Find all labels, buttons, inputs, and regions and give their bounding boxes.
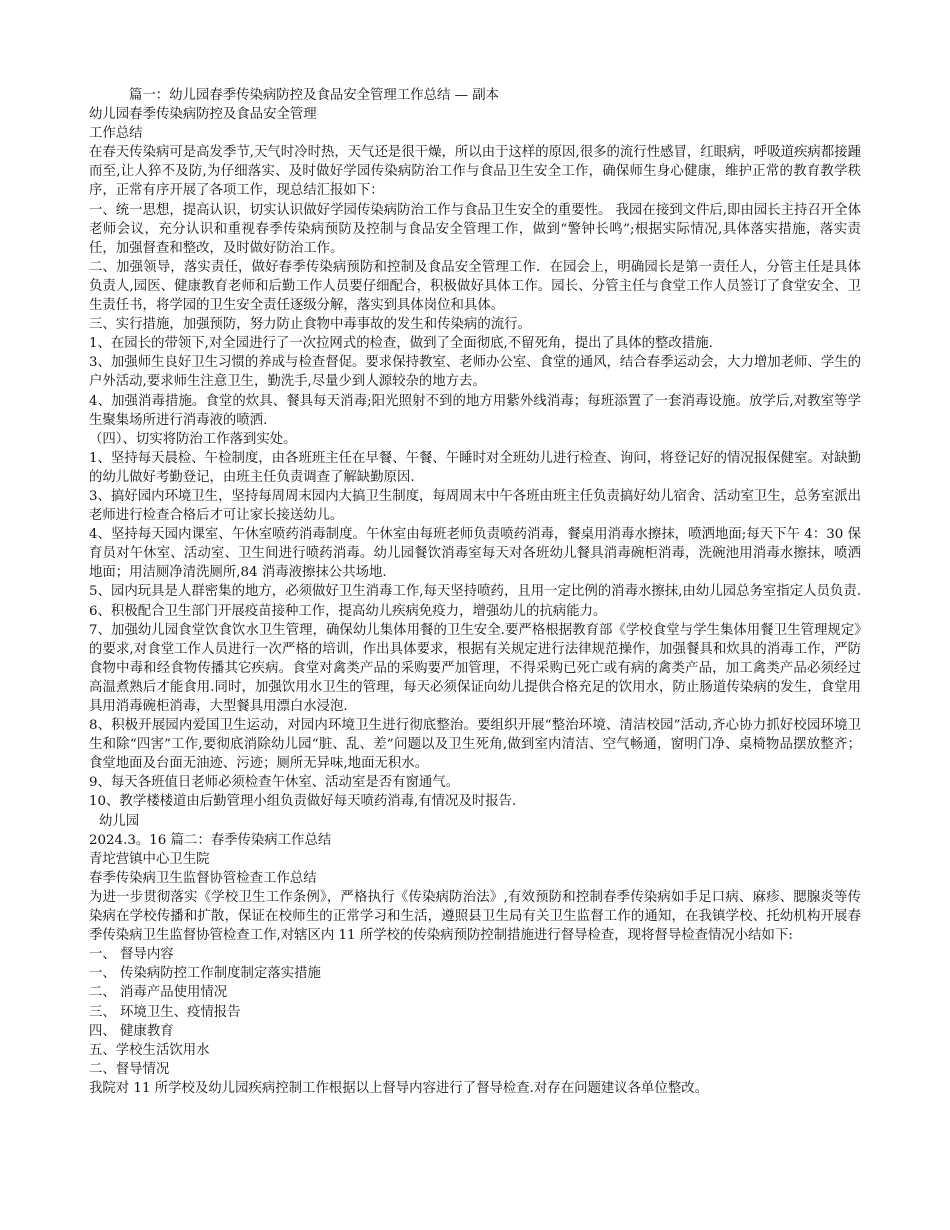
text-paragraph: 四、 健康教育 xyxy=(89,1023,174,1039)
text-paragraph: 1、坚持每天晨检、午检制度，由各班班主任在早餐、午餐、午睡时对全班幼儿进行检查、询问，将登记好的情况报保健室。对缺勤的幼儿做好考勤登记，由班主任负责调查了解缺勤原因. xyxy=(89,450,861,485)
text-paragraph: 三、 环境卫生、疫情报告 xyxy=(89,1004,241,1020)
text-paragraph: 春季传染病卫生监督协管检查工作总结 xyxy=(89,870,317,886)
document-body xyxy=(89,86,861,1098)
text-paragraph: 幼儿园 xyxy=(99,813,140,829)
text-paragraph: 8、积极开展园内爱国卫生运动，对园内环境卫生进行彻底整治。要组织开展“整治环境、清洁校园”活动,齐心协力抓好校园环境卫生和除“四害”工作,要彻底消除幼儿园“脏、乱、差”问题以及卫生死角,做到室内清洁、空气畅通，窗明门净、桌椅物品摆放整齐；食堂地面及台面无油迹、污迹；厕所无异味,地面无积水。 xyxy=(89,718,861,772)
text-paragraph: 一、统一思想，提高认识，切实认识做好学园传染病防治工作与食品卫生安全的重要性。 我园在接到文件后,即由园长主持召开全体老师会议，充分认识和重视春季传染病预防及控制与食品安全管理工作，做到“警钟长鸣”;根据实际情况,具体落实措施，落实责任，加强督查和整改，及时做好防治工作。 xyxy=(89,202,861,256)
text-paragraph: 4、加强消毒措施。食堂的炊具、餐具每天消毒;阳光照射不到的地方用紫外线消毒；每班添置了一套消毒设施。放学后,对教室等学生聚集场所进行消毒液的喷洒. xyxy=(89,393,861,428)
text-paragraph: 三、实行措施，加强预防，努力防止食物中毒事故的发生和传染病的流行。 xyxy=(89,317,531,333)
text-paragraph: 5、园内玩具是人群密集的地方，必须做好卫生消毒工作,每天坚持喷药，且用一定比例的消毒水擦抹,由幼儿园总务室指定人员负责.6、积极配合卫生部门开展疫苗接种工作，提高幼儿疾病免疫力，增强幼儿的抗病能力。 xyxy=(89,584,861,619)
text-paragraph: 一、 督导内容 xyxy=(89,947,174,963)
text-paragraph: 2024.3。16 篇二：春季传染病工作总结 xyxy=(89,832,332,848)
text-paragraph: 五、学校生活饮用水 xyxy=(89,1042,210,1058)
text-paragraph: 3、搞好园内环境卫生，坚持每周周末园内大搞卫生制度，每周周末中午各班由班主任负责搞好幼儿宿舍、活动室卫生，总务室派出老师进行检查合格后才可让家长接送幼儿。 xyxy=(89,488,861,524)
text-paragraph: 幼儿园春季传染病防控及食品安全管理 xyxy=(89,107,317,123)
text-paragraph: 工作总结 xyxy=(89,126,143,142)
text-paragraph: 一、 传染病防控工作制度制定落实措施 xyxy=(89,966,321,982)
text-paragraph: 9、每天各班值日老师必须检查午休室、活动室是否有窗通气。 xyxy=(89,775,460,791)
text-paragraph: 10、教学楼楼道由后勤管理小组负责做好每天喷药消毒,有情况及时报告. xyxy=(89,794,517,810)
text-paragraph: （四）、切实将防治工作落到实处。 xyxy=(89,431,297,447)
text-paragraph: 二、督导情况 xyxy=(89,1061,170,1077)
text-paragraph: 我院对 11 所学校及幼儿园疾病控制工作根据以上督导内容进行了督导检查.对存在问题建议各单位整改。 xyxy=(89,1080,708,1096)
text-paragraph: 篇一：幼儿园春季传染病防控及食品安全管理工作总结 — 副本 xyxy=(129,88,500,103)
text-paragraph: 青坨营镇中心卫生院 xyxy=(89,851,210,867)
text-paragraph: 3、加强师生良好卫生习惯的养成与检查督促。要求保持教室、老师办公室、食堂的通风，结合春季运动会，大力增加老师、学生的户外活动,要求师生注意卫生，勤洗手,尽量少到人源较杂的地方去。 xyxy=(89,355,861,390)
text-paragraph: 在春天传染病可是高发季节,天气时冷时热，天气还是很干燥，所以由于这样的原因,很多的流行性感冒，红眼病，呼吸道疾病都接踵而至,让人猝不及防,为仔细落实、及时做好学园传染病防治工作与食品卫生安全工作，确保师生身心健康，维护正常的教育教学秩序，正常有序开展了各项工作，现总结汇报如下： xyxy=(89,145,861,199)
text-paragraph: 为进一步贯彻落实《学校卫生工作条例》，严格执行《传染病防治法》,有效预防和控制春季传染病如手足口病、麻疹、腮腺炎等传染病在学校传播和扩散，保证在校师生的正常学习和生活，遵照县卫生局有关卫生监督工作的通知，在我镇学校、托幼机构开展春季传染病卫生监督协管检查工作,对辖区内 11 所学校的传染病预防控制措施进行督导检查，现将督导检查情况小结如下: xyxy=(89,889,861,944)
text-paragraph: 1、在园长的带领下,对全园进行了一次拉网式的检查，做到了全面彻底,不留死角，提出了具体的整改措施. xyxy=(89,336,713,352)
text-paragraph: 二、加强领导，落实责任，做好春季传染病预防和控制及食品安全管理工作．在园会上，明确园长是第一责任人，分管主任是具体负责人,园医、健康教育老师和后勤工作人员要仔细配合，积极做好具体工作。园长、分管主任与食堂工作人员签订了食堂安全、卫生责任书，将学园的卫生安全责任逐级分解，落实到具体岗位和具体。 xyxy=(89,259,861,314)
text-paragraph: 7、加强幼儿园食堂饮食饮水卫生管理，确保幼儿集体用餐的卫生安全.要严格根据教育部《学校食堂与学生集体用餐卫生管理规定》的要求,对食堂工作人员进行一次严格的培训，作出具体要求，根据有关规定进行法律规范操作，加强餐具和炊具的消毒工作，严防食物中毒和经食物传播其它疾病。食堂对禽类产品的采购要严加管理，不得采购已死亡或有病的禽类产品，加工禽类产品必须经过高温煮熟后才能食用.同时，加强饮用水卫生的管理，每天必须保证向幼儿提供合格充足的饮用水，防止肠道传染病的发生，食堂用具用消毒碗柜消毒，大型餐具用漂白水浸泡. xyxy=(89,622,861,714)
text-paragraph: 二、 消毒产品使用情况 xyxy=(89,985,228,1001)
text-paragraph: 4、坚持每天园内课室、午休室喷药消毒制度。午休室由每班老师负责喷药消毒，餐桌用消毒水擦抹，喷洒地面;每天下午 4：30 保育员对午休室、活动室、卫生间进行喷药消毒。幼儿园餐饮消毒室每天对各班幼儿餐具消毒碗柜消毒，洗碗池用消毒水擦抹，喷洒地面；用洁厕净清洗厕所,84 消毒液擦抹公共场地. xyxy=(89,527,861,581)
